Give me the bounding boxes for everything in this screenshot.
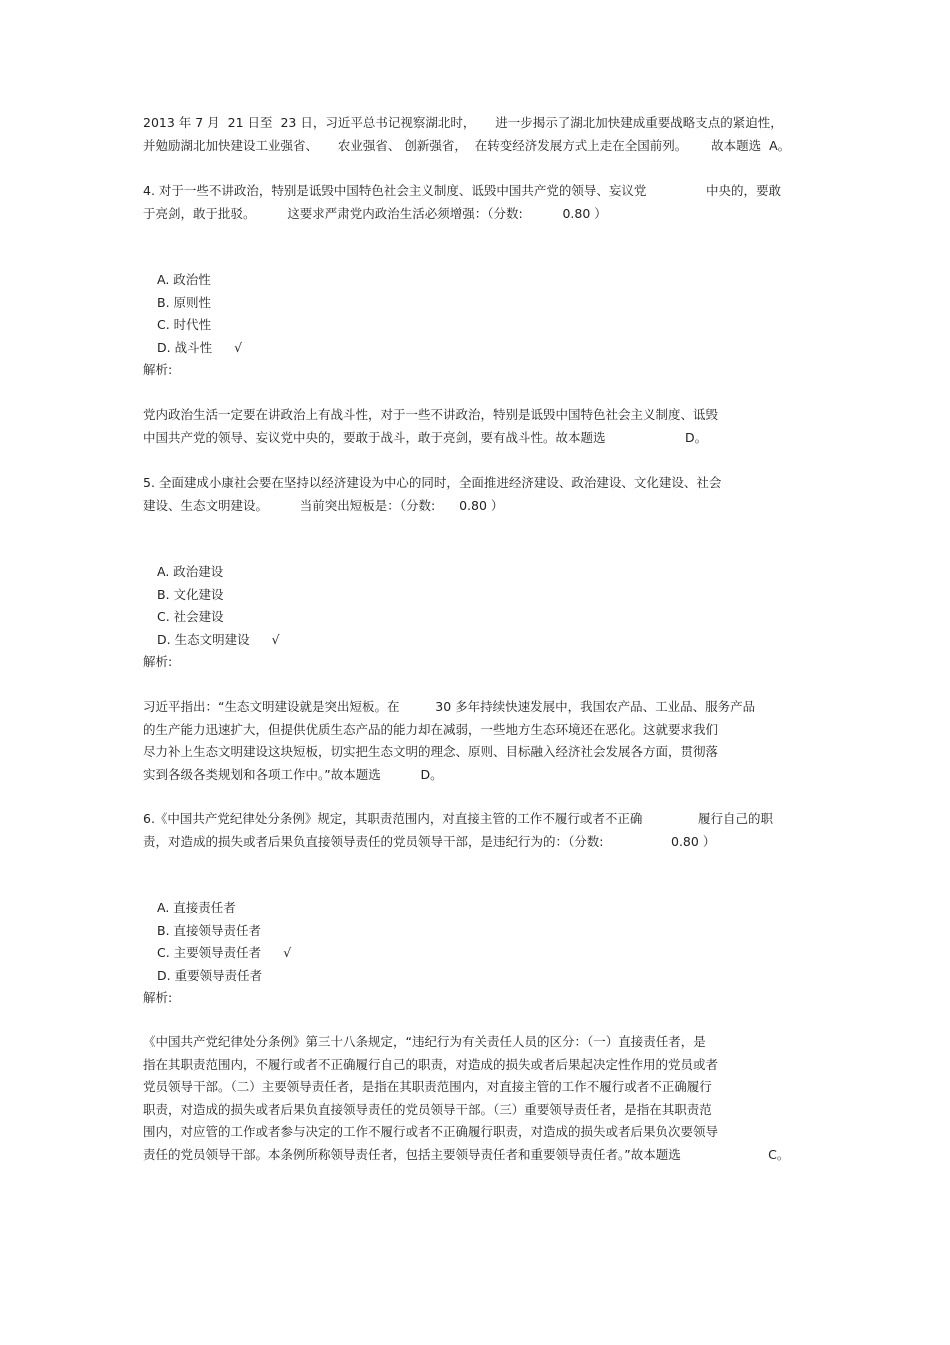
analysis-line: 党员领导干部。（二）主要领导责任者，是指在其职责范围内，对直接主管的工作不履行或者不正确履行 (143, 1079, 712, 1094)
analysis-line: 指在其职责范围内，不履行或者不正确履行自己的职责，对造成的损失或者后果起决定性作用的党员或者 (143, 1056, 719, 1072)
question-6-analysis (143, 1031, 813, 1166)
correct-check-icon: √ (283, 945, 292, 960)
question-4-option-d: D. 战斗性 √ (157, 340, 243, 355)
question-6-option-c: C. 主要领导责任者 √ (157, 945, 292, 960)
question-stem-line: 责，对造成的损失或者后果负直接领导责任的党员领导干部，是违纪行为的：（分数: 0.80 ） (143, 833, 716, 849)
question-6-option-d: D. 重要领导责任者 (157, 968, 263, 983)
question-stem-line: 5. 全面建成小康社会要在坚持以经济建设为中心的同时，全面推进经济建设、政治建设、文化建设、社会 (143, 475, 722, 490)
analysis-line: 的生产能力迅速扩大，但提供优质生态产品的能力却在减弱，一些地方生态环境还在恶化。这就要求我们 (143, 721, 719, 737)
question-5-analysis (143, 696, 813, 786)
question-4-analysis (143, 404, 813, 449)
correct-check-icon: √ (271, 632, 280, 647)
analysis-label: 解析: (143, 654, 173, 669)
analysis-label: 解析: (143, 362, 173, 377)
analysis-line: 职责，对造成的损失或者后果负直接领导责任的党员领导干部。（三）重要领导责任者，是指在其职责范 (143, 1101, 712, 1117)
analysis-line: 党内政治生活一定要在讲政治上有战斗性，对于一些不讲政治，特别是诋毁中国特色社会主义制度、诋毁 (143, 407, 719, 422)
analysis-line: 实到各级各类规划和各项工作中。”故本题选 D。 (143, 766, 443, 782)
analysis-line: 习近平指出：“生态文明建设就是突出短板。在 30 多年持续快速发展中，我国农产品、工业品、服务产品 (143, 699, 756, 714)
intro-line: 并勉励湖北加快建设工业强省、 农业强省、 创新强省， 在转变经济发展方式上走在全国前列。 故本题选 A。 (143, 137, 791, 153)
question-6-option-b: B. 直接领导责任者 (157, 923, 262, 938)
question-6-option-a: A. 直接责任者 (157, 900, 236, 915)
question-stem-line: 4. 对于一些不讲政治，特别是诋毁中国特色社会主义制度、诋毁中国共产党的领导、妄议党 中央的，要敢 (143, 183, 782, 198)
analysis-line: 尽力补上生态文明建设这块短板，切实把生态文明的理念、原则、目标融入经济社会发展各方面，贯彻落 (143, 744, 719, 759)
question-4-option-b: B. 原则性 (157, 295, 212, 310)
correct-check-icon: √ (234, 340, 243, 355)
question-5-option-b: B. 文化建设 (157, 587, 224, 602)
analysis-line: 围内，对应管的工作或者参与决定的工作不履行或者不正确履行职责，对造成的损失或者后果负次要领导 (143, 1124, 719, 1139)
question-stem-line: 6.《中国共产党纪律处分条例》规定，其职责范围内，对直接主管的工作不履行或者不正确 履行自己的职 (143, 811, 774, 826)
intro-line: 2013 年 7 月 21 日至 23 日，习近平总书记视察湖北时， 进一步揭示了湖北加快建成重要战略支点的紧迫性， (143, 115, 783, 130)
question-5-option-c: C. 社会建设 (157, 609, 224, 624)
question-stem-line: 建设、生态文明建设。 当前突出短板是：（分数: 0.80 ） (143, 497, 504, 513)
question-4-option-c: C. 时代性 (157, 317, 212, 332)
question-stem-line: 于亮剑，敢于批驳。 这要求严肃党内政治生活必须增强：（分数: 0.80 ） (143, 205, 607, 221)
question-5-option-d: D. 生态文明建设 √ (157, 632, 280, 647)
intro-paragraph (143, 112, 813, 157)
question-5-stem (143, 472, 813, 517)
question-6-stem (143, 808, 813, 853)
question-5-option-a: A. 政治建设 (157, 564, 224, 579)
analysis-label: 解析: (143, 990, 173, 1005)
question-4-stem (143, 180, 813, 225)
question-4-option-a: A. 政治性 (157, 272, 211, 287)
analysis-line: 责任的党员领导干部。本条例所称领导责任者，包括主要领导责任者和重要领导责任者。”故本题选 C。 (143, 1146, 790, 1162)
analysis-line: 中国共产党的领导、妄议党中央的，要敢于战斗，敢于亮剑，要有战斗性。故本题选 D。 (143, 429, 708, 445)
analysis-line: 《中国共产党纪律处分条例》第三十八条规定，“违纪行为有关责任人员的区分：（一）直接责任者，是 (143, 1034, 706, 1049)
